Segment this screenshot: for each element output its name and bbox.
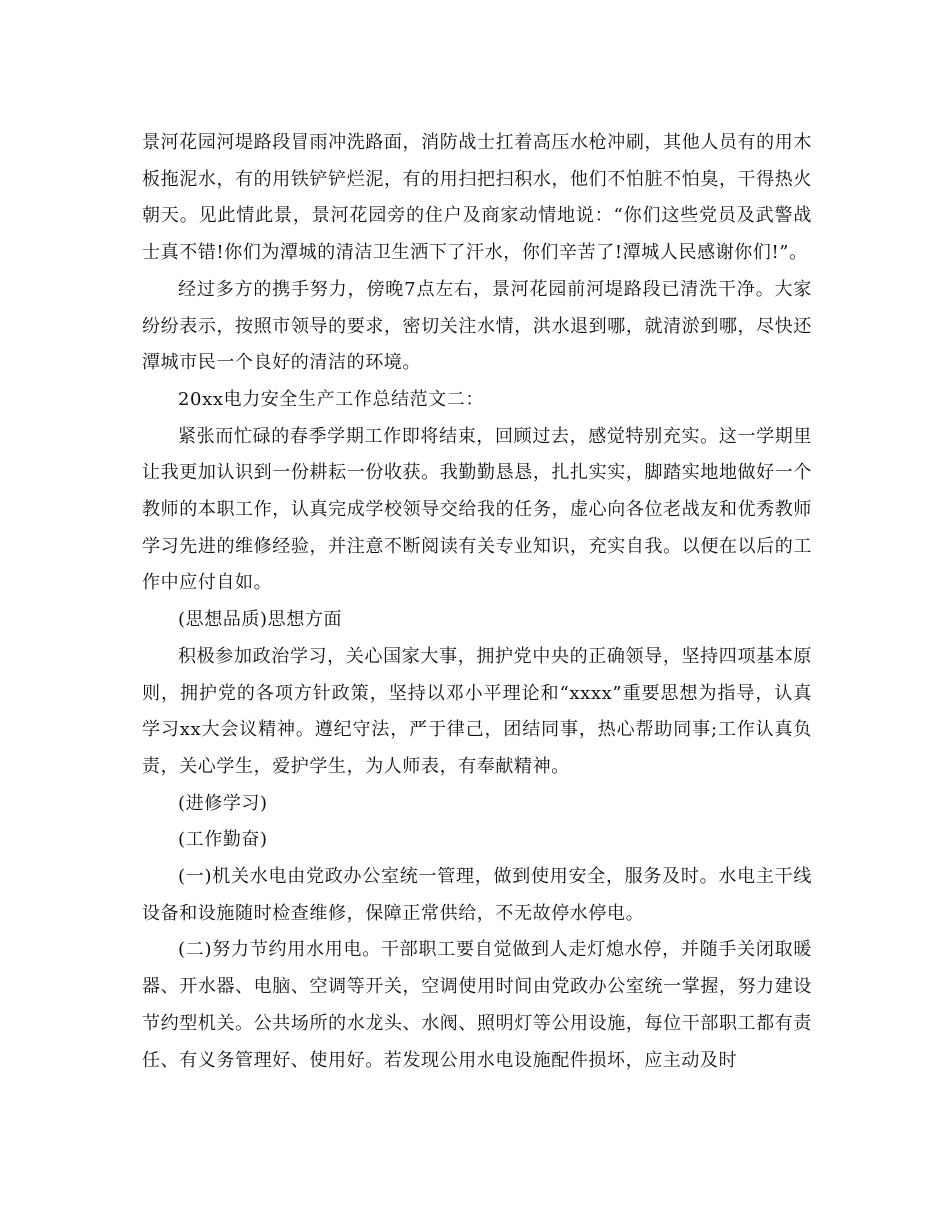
subheading-diligence: (工作勤奋) <box>178 829 268 851</box>
section-heading-sample-two: 20xx电力安全生产工作总结范文二： <box>178 388 485 410</box>
subheading-ideology: (思想品质)思想方面 <box>178 609 343 631</box>
document-body <box>142 125 812 1079</box>
subheading-further-study: (进修学习) <box>178 792 268 814</box>
paragraph-political-study: 积极参加政治学习，关心国家大事，拥护党中央的正确领导，坚持四项基本原则，拥护党的各项方针政策，坚持以邓小平理论和“xxxx”重要思想为指导，认真学习xx大会议精神。遵纪守法，严于律己，团结同事，热心帮助同事;工作认真负责，关心学生，爱护学生，为人师表，有奉献精神。 <box>142 645 812 777</box>
paragraph-energy-saving: (二)努力节约用水用电。干部职工要自觉做到人走灯熄水停，并随手关闭取暖器、开水器、电脑、空调等开关，空调使用时间由党政办公室统一掌握，努力建设节约型机关。公共场所的水龙头、水阀、照明灯等公用设施，每位干部职工都有责任、有义务管理好、使用好。若发现公用水电设施配件损坏，应主动及时 <box>142 939 812 1071</box>
paragraph-continuation: 景河花园河堤路段冒雨冲洗路面，消防战士扛着高压水枪冲刷，其他人员有的用木板拖泥水，有的用铁铲铲烂泥，有的用扫把扫积水，他们不怕脏不怕臭，干得热火朝天。见此情此景，景河花园旁的住户及商家动情地说：“你们这些党员及武警战士真不错!你们为潭城的清洁卫生洒下了汗水，你们辛苦了!潭城人民感谢你们!”。 <box>142 132 812 264</box>
paragraph-semester-review: 紧张而忙碌的春季学期工作即将结束，回顾过去，感觉特别充实。这一学期里让我更加认识到一份耕耘一份收获。我勤勤恳恳，扎扎实实，脚踏实地地做好一个教师的本职工作，认真完成学校领导交给我的任务，虚心向各位老战友和优秀教师学习先进的维修经验，并注意不断阅读有关专业知识，充实自我。以便在以后的工作中应付自如。 <box>142 425 812 594</box>
paragraph-cleanup-result: 经过多方的携手努力，傍晚7点左右，景河花园前河堤路段已清洗干净。大家纷纷表示，按照市领导的要求，密切关注水情，洪水退到哪，就清淤到哪，尽快还潭城市民一个良好的清洁的环境。 <box>142 278 812 374</box>
paragraph-utility-management: (一)机关水电由党政办公室统一管理，做到使用安全，服务及时。水电主干线设备和设施随时检查维修，保障正常供给，不无故停水停电。 <box>142 866 812 924</box>
